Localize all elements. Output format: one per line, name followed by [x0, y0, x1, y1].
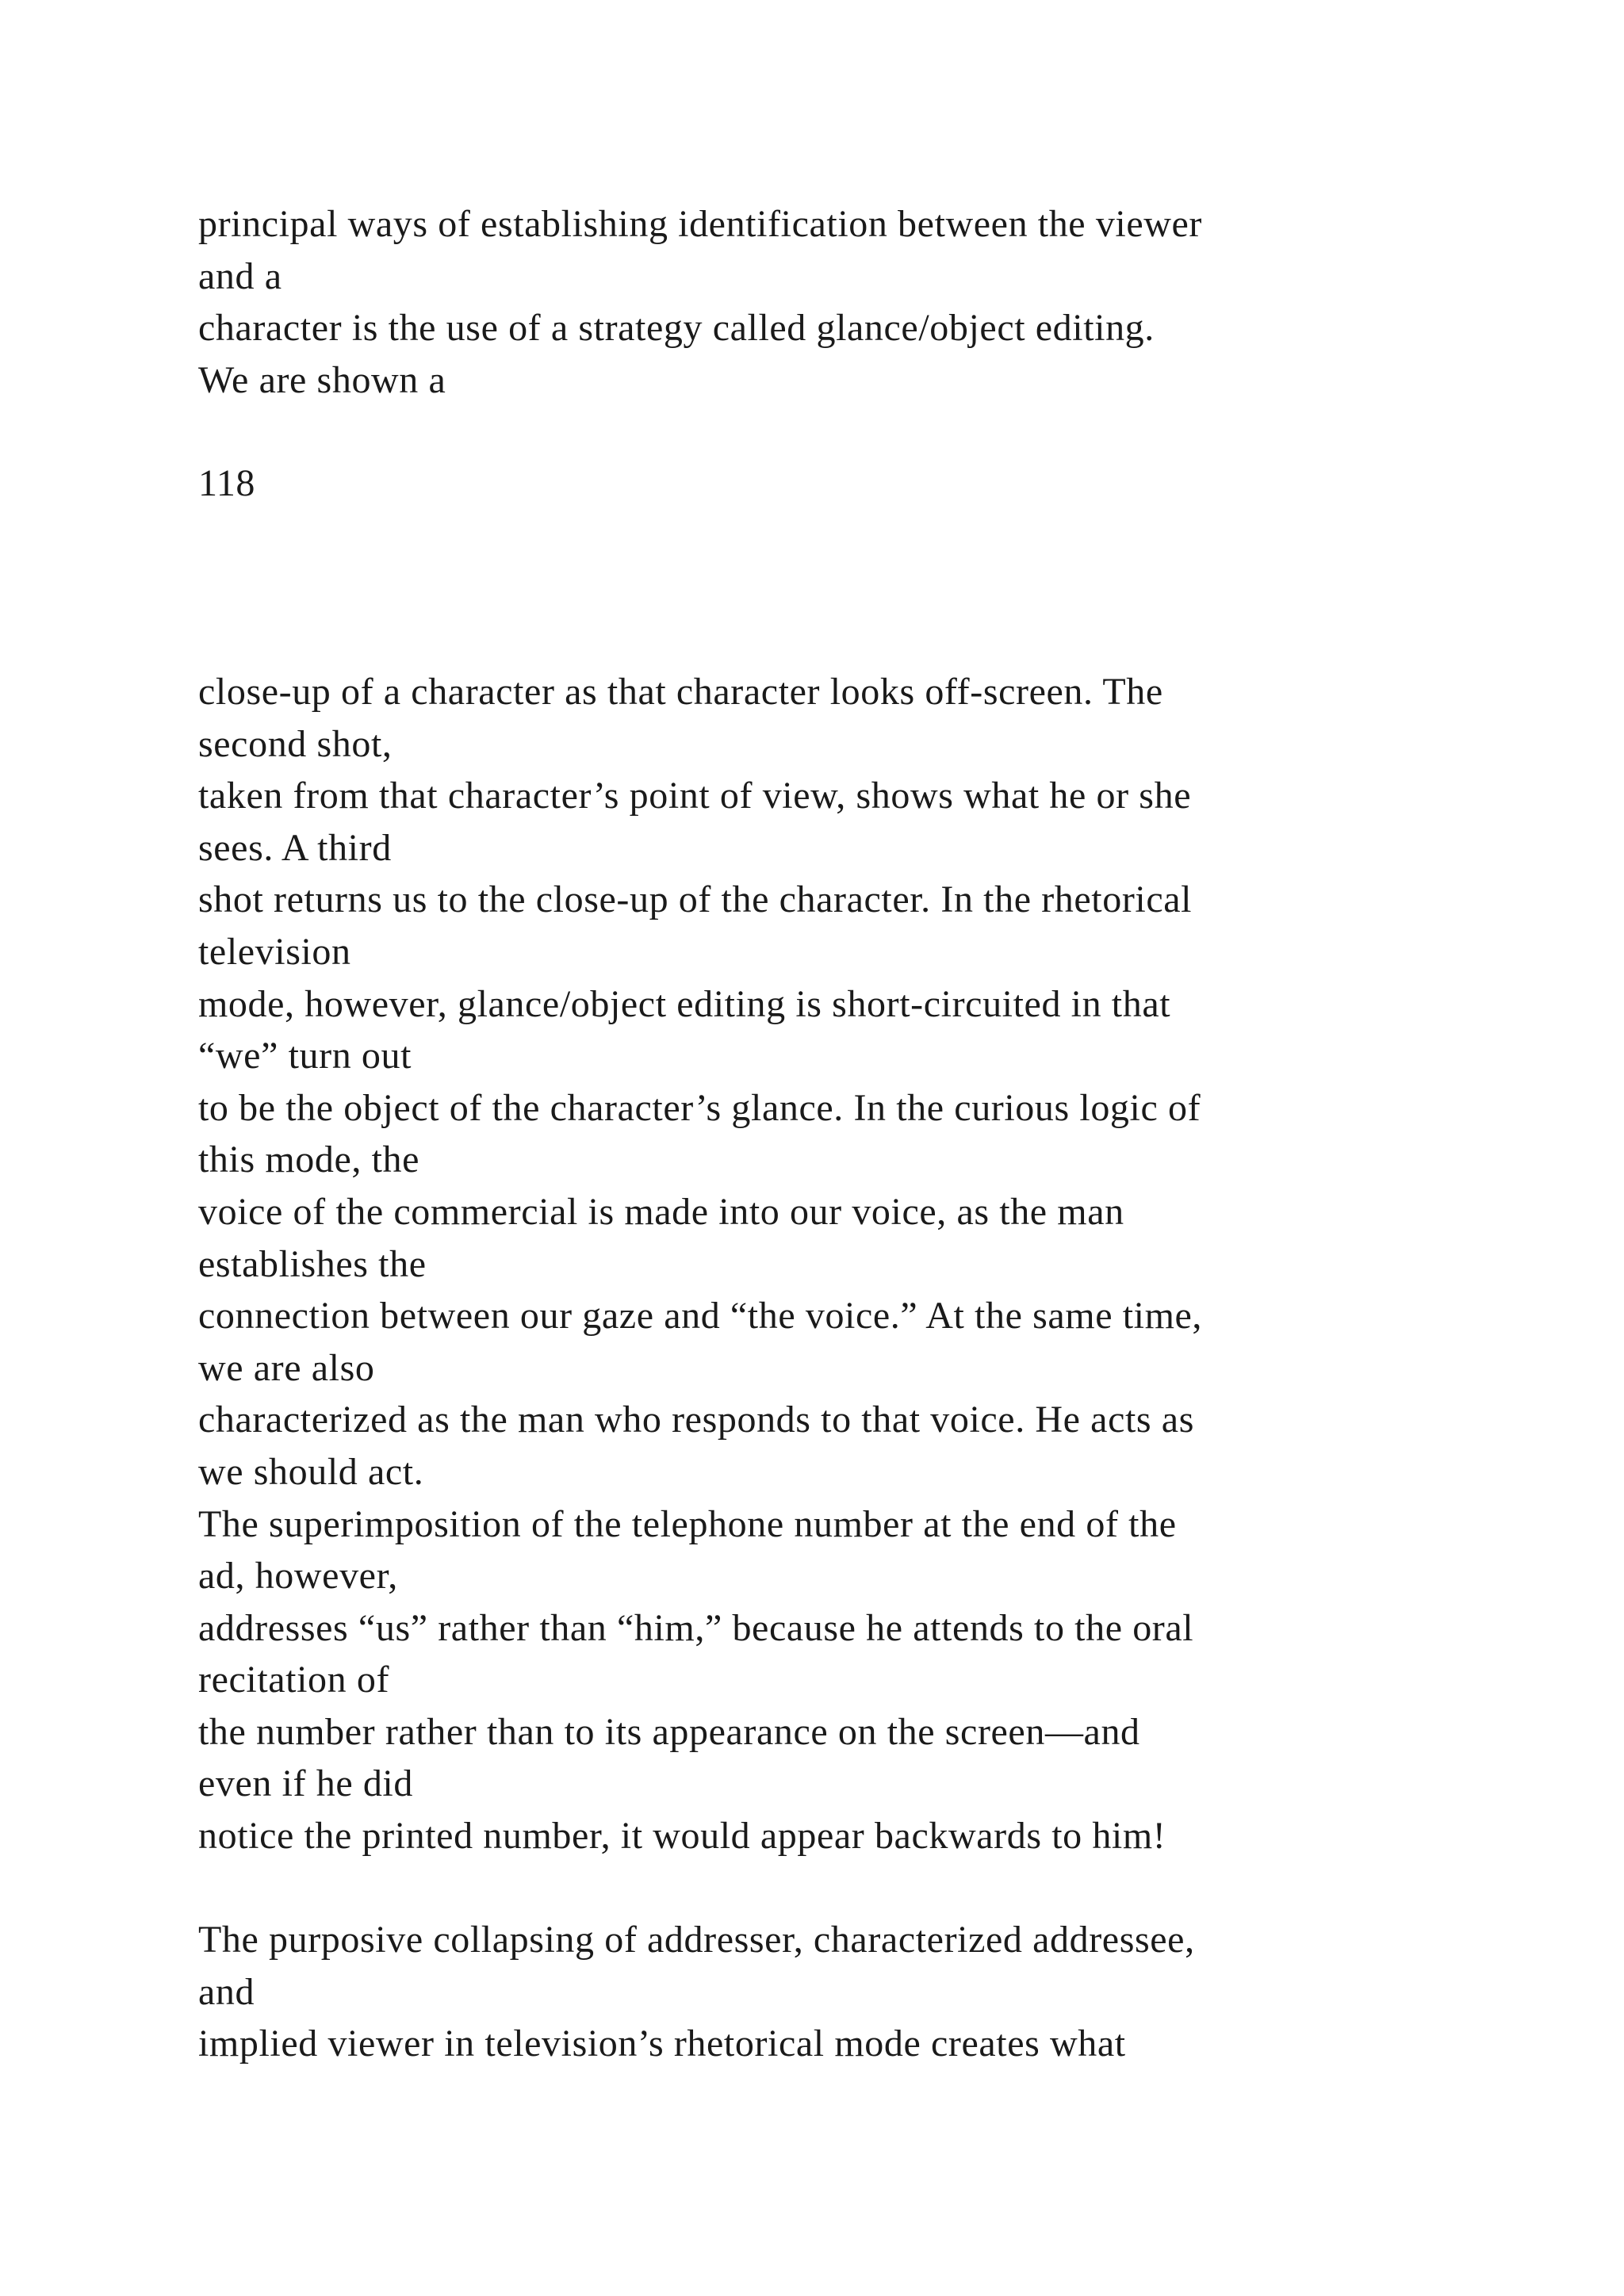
text-line: close-up of a character as that character looks off-screen. The	[198, 671, 1163, 713]
text-line: sees. A third	[198, 826, 392, 869]
text-line: taken from that character’s point of view, shows what he or she	[198, 775, 1192, 817]
text-line: and	[198, 1970, 255, 2013]
text-line: mode, however, glance/object editing is short-circuited in that	[198, 982, 1171, 1025]
text-line: to be the object of the character’s glance. In the curious logic of	[198, 1086, 1201, 1129]
text-line: connection between our gaze and “the voice.” At the same time,	[198, 1295, 1203, 1337]
text-line: television	[198, 930, 351, 973]
text-line: character is the use of a strategy called glance/object editing.	[198, 307, 1155, 350]
text-line: and a	[198, 254, 282, 297]
text-line: addresses “us” rather than “him,” because he attends to the oral	[198, 1606, 1194, 1649]
paragraph-top	[198, 198, 1546, 406]
text-line: even if he did	[198, 1762, 413, 1805]
text-line: We are shown a	[198, 358, 446, 401]
text-line: we should act.	[198, 1450, 424, 1493]
paragraph-body	[198, 666, 1546, 2070]
text-line: ad, however,	[198, 1555, 398, 1598]
text-line: shot returns us to the close-up of the character. In the rhetorical	[198, 878, 1193, 921]
page-number-block	[198, 457, 1546, 510]
text-line: voice of the commercial is made into our voice, as the man	[198, 1190, 1124, 1233]
text-line: The purposive collapsing of addresser, characterized addressee,	[198, 1919, 1195, 1961]
text-line: characterized as the man who responds to that voice. He acts as	[198, 1399, 1194, 1441]
text-line: notice the printed number, it would appear backwards to him!	[198, 1815, 1166, 1858]
text-line: this mode, the	[198, 1138, 420, 1181]
blank-line	[198, 1862, 1546, 1915]
text-line: principal ways of establishing identification between the viewer	[198, 203, 1203, 245]
text-line: we are also	[198, 1346, 375, 1389]
text-line: the number rather than to its appearance on the screen—and	[198, 1710, 1140, 1753]
text-line: The superimposition of the telephone number at the end of the	[198, 1502, 1177, 1545]
text-line: recitation of	[198, 1659, 390, 1701]
text-line: establishes the	[198, 1242, 427, 1285]
text-line: implied viewer in television’s rhetorical mode creates what	[198, 2022, 1126, 2065]
text-line: second shot,	[198, 722, 393, 765]
page-number: 118	[198, 462, 256, 504]
text-line: “we” turn out	[198, 1035, 412, 1077]
